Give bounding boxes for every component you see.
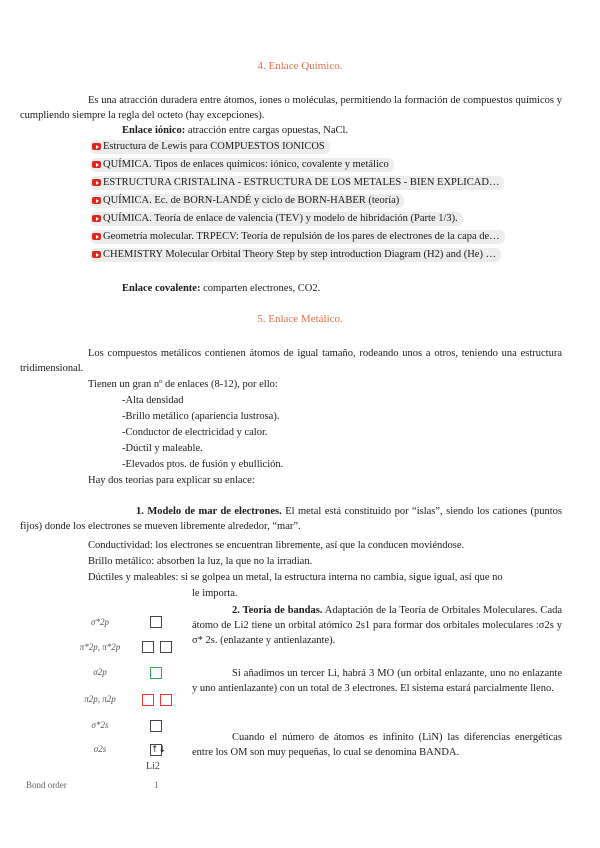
video-link-7[interactable]: CHEMISTRY Molecular Orbital Theory Step by step introduction Diagram (H2) and (He) … (90, 248, 501, 262)
property-item: -Brillo metálico (apariencia lustrosa). (122, 411, 280, 422)
mo-diagram (26, 610, 190, 800)
electron-sea-text: El metal está constituido por “islas”, siendo los cationes (puntos fijos) donde los electrones se mueven libremente alrededor, “mar”. (20, 506, 563, 532)
youtube-icon (92, 161, 101, 168)
youtube-icon (92, 215, 101, 222)
mo-label: π2p, π2p (84, 694, 116, 704)
band-theory-paragraph (192, 603, 562, 648)
molecule-label: Li2 (146, 761, 160, 772)
mo-label: σ2p (93, 667, 107, 677)
ductile-line-cont: le importa. (192, 588, 238, 599)
orbital-box (160, 641, 172, 653)
conductivity-line: Conductividad: los electrones se encuentran libremente, así que la conducen moviéndose. (88, 540, 465, 551)
orbital-box (150, 720, 162, 732)
youtube-icon (92, 143, 101, 150)
video-link-3[interactable]: ESTRUCTURA CRISTALINA - ESTRUCTURA DE LOS METALES - BIEN EXPLICAD… (90, 176, 504, 190)
ionic-bond-label: Enlace iónico: (122, 125, 186, 136)
property-item: -Alta densidad (122, 395, 184, 406)
ionic-bond-line (122, 123, 348, 138)
orbital-box-pi2p (160, 694, 172, 706)
section-4-intro: Es una atracción duradera entre átomos, iones o moléculas, permitiendo la formación de compuestos químicos y cumpliendo siempre la regla del octeto (hay excepciones). (20, 95, 562, 121)
covalent-bond-text: comparten electrones, CO2. (203, 283, 321, 294)
electron-sea-label: 1. Modelo de mar de electrones. (136, 506, 282, 517)
video-link-1[interactable]: Estructura de Lewis para COMPUESTOS IONICOS (90, 140, 330, 154)
property-item: -Dúctil y maleable. (122, 443, 203, 454)
youtube-icon (92, 233, 101, 240)
video-link-5[interactable]: QUÍMICA. Teoría de enlace de valencia (TEV) y modelo de hibridación (Parte 1/3). (90, 212, 463, 226)
video-link-2[interactable]: QUÍMICA. Tipos de enlaces químicos: iónico, covalente y metálico (90, 158, 394, 172)
band-theory-text: Adaptación de la Teoría de Orbitales Moleculares. Cada átomo de Li2 tiene un orbital atómico 2s1 para formar dos orbitales moleculares :σ2s y σ* 2s. (enlazante y antienlazante). (192, 605, 563, 646)
orbital-box-filled: ↑↓ (151, 745, 167, 755)
ionic-bond-text: atracción entre cargas opuestas, NaCl. (187, 125, 349, 136)
orbital-box-sigma2p (150, 667, 162, 679)
mo-label: π*2p, π*2p (79, 642, 121, 652)
band-paragraph: Cuando el número de átomos es infinito (LiN) las diferencias energéticas entre los OM son muy pequeñas, lo cual se denomina BANDA. (192, 732, 562, 758)
orbital-box-pi2p (142, 694, 154, 706)
youtube-icon (92, 251, 101, 258)
section-5-title: 5. Enlace Metálico. (257, 313, 343, 325)
mo-label: σ*2s (91, 720, 109, 730)
theories-line: Hay dos teorías para explicar su enlace: (88, 475, 255, 486)
covalent-bond-line (122, 281, 320, 296)
orbital-box (150, 616, 162, 628)
mo-label: σ*2p (91, 617, 109, 627)
bonds-count-line: Tienen un gran nº de enlaces (8-12), por ello: (88, 379, 278, 390)
band-theory-label: 2. Teoría de bandas. (232, 605, 323, 616)
covalent-bond-label: Enlace covalente: (122, 283, 201, 294)
mo-label: σ2s (93, 744, 107, 754)
ductile-line: Dúctiles y maleables: si se golpea un metal, la estructura interna no cambia, sigue igual, así que no (88, 572, 503, 583)
brightness-line: Brillo metálico: absorben la luz, la que no la irradian. (88, 556, 313, 567)
bond-order-label: Bond order (26, 780, 67, 790)
orbital-box (142, 641, 154, 653)
youtube-icon (92, 179, 101, 186)
property-item: -Conductor de electricidad y calor. (122, 427, 268, 438)
section-5-intro: Los compuestos metálicos contienen átomos de igual tamaño, rodeando unos a otros, teniendo una estructura tridimensional. (20, 348, 562, 374)
youtube-icon (92, 197, 101, 204)
third-li-paragraph: Si añadimos un tercer Li, habrá 3 MO (un orbital enlazante, uno no enlazante y uno antienlazante) con un total de 3 electrones. El sistema estará parcialmente lleno. (192, 668, 562, 694)
video-link-4[interactable]: QUÍMICA. Ec. de BORN-LANDÉ y ciclo de BORN-HABER (teoría) (90, 194, 404, 208)
property-item: -Elevados ptos. de fusión y ebullición. (122, 459, 284, 470)
electron-sea-paragraph (20, 504, 562, 534)
bond-order-value: 1 (154, 780, 159, 790)
video-link-6[interactable]: Geometría molecular. TRPECV: Teoría de repulsión de los pares de electrones de la capa de… (90, 230, 505, 244)
section-4-title: 4. Enlace Químico. (257, 60, 343, 72)
